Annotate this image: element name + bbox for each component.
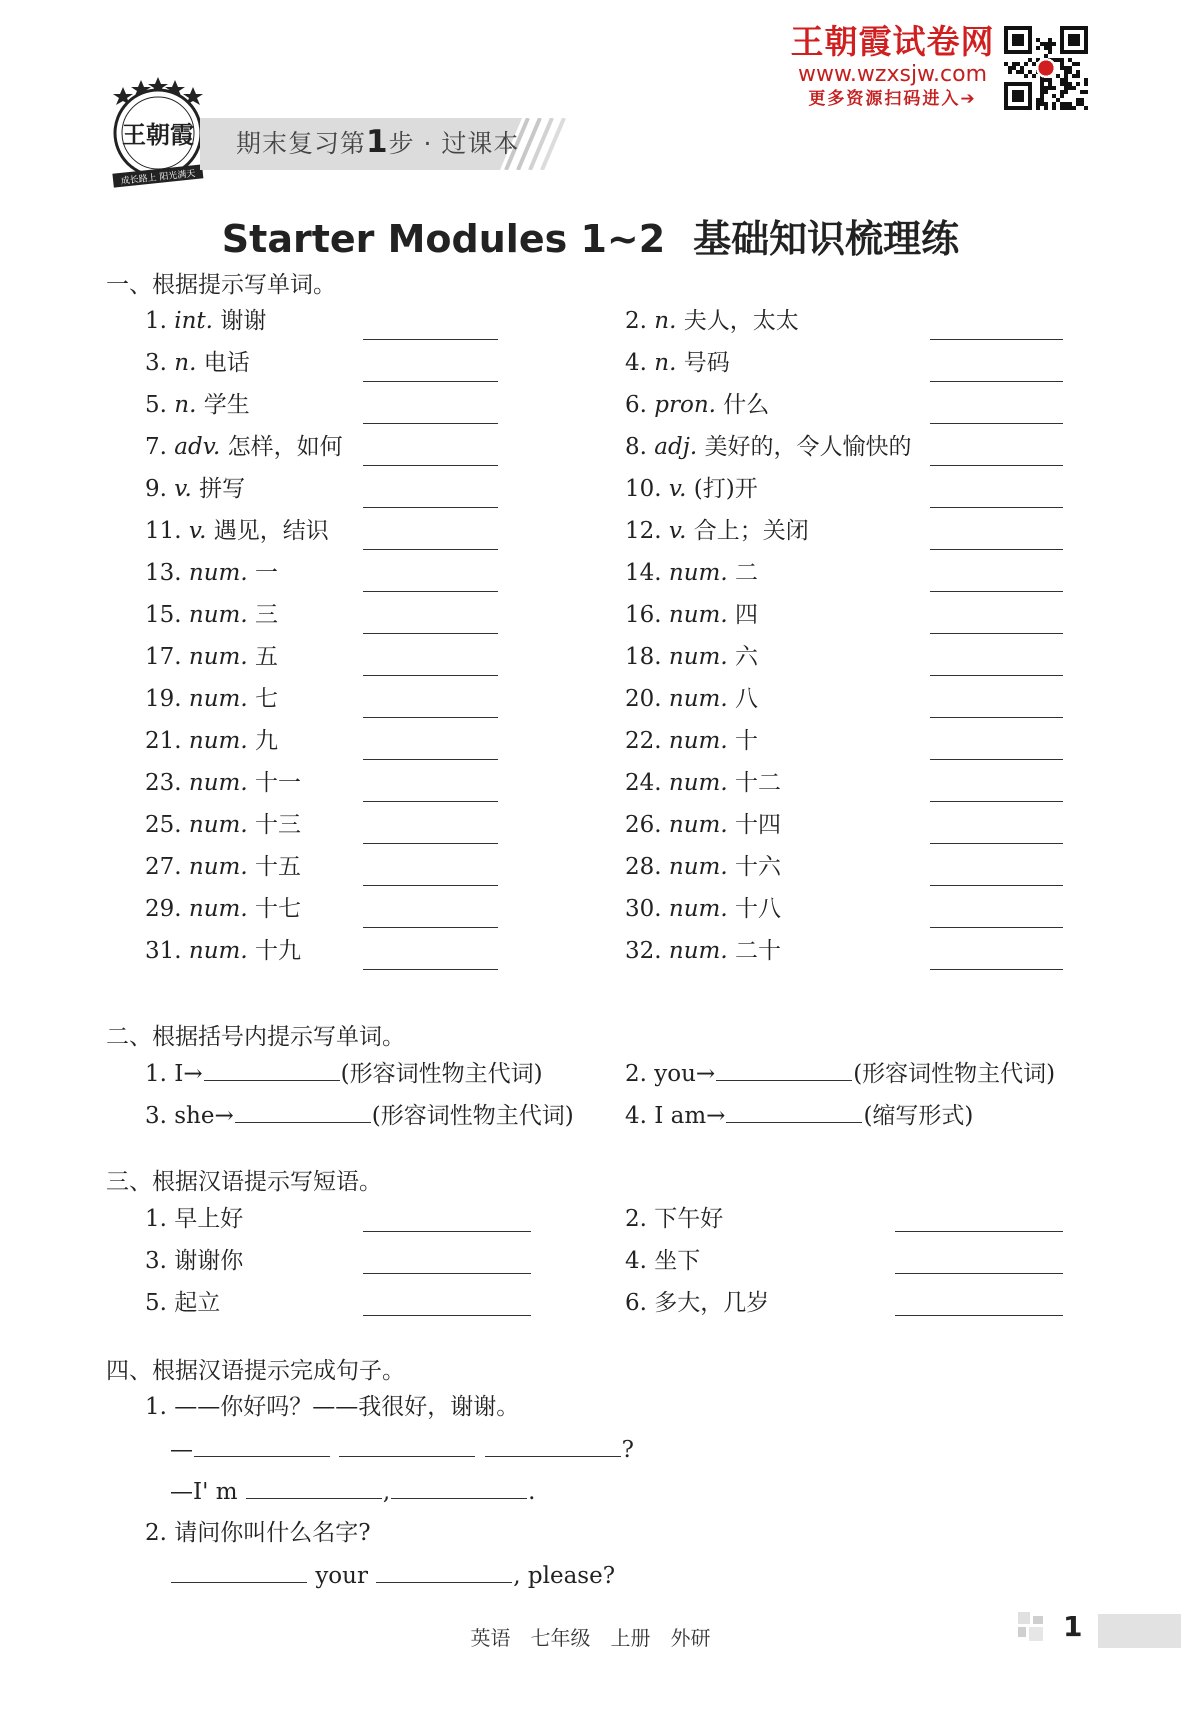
section1-item bbox=[625, 390, 769, 420]
chinese-hint: 十九 bbox=[254, 938, 301, 964]
answer-blank[interactable] bbox=[363, 423, 498, 424]
answer-blank[interactable] bbox=[363, 381, 498, 382]
answer-blank[interactable] bbox=[930, 633, 1063, 634]
item-number: 1. bbox=[145, 308, 167, 334]
chinese-hint: 十六 bbox=[734, 854, 781, 880]
item-number: 27. bbox=[145, 854, 182, 880]
part-of-speech: num. bbox=[188, 602, 248, 628]
section1-item bbox=[625, 852, 781, 882]
item-number: 32. bbox=[625, 938, 662, 964]
part-of-speech: v. bbox=[668, 518, 687, 544]
banner-suffix: 步 · 过课本 bbox=[388, 129, 520, 158]
section1-item bbox=[145, 642, 278, 672]
answer-blank[interactable] bbox=[363, 339, 498, 340]
item-number: 28. bbox=[625, 854, 662, 880]
section1-item bbox=[625, 306, 799, 336]
section1-item bbox=[625, 894, 781, 924]
section1-item bbox=[145, 390, 250, 420]
answer-blank[interactable] bbox=[930, 381, 1063, 382]
answer-blank[interactable] bbox=[363, 591, 498, 592]
brand-block bbox=[790, 22, 995, 110]
answer-blank[interactable] bbox=[930, 969, 1063, 970]
answer-blank[interactable] bbox=[363, 675, 498, 676]
answer-blank[interactable] bbox=[363, 927, 498, 928]
section1-item bbox=[145, 474, 245, 504]
chinese-hint: 八 bbox=[734, 686, 758, 712]
item-number: 23. bbox=[145, 770, 182, 796]
title-chinese: 基础知识梳理练 bbox=[693, 217, 960, 261]
part-of-speech: num. bbox=[188, 896, 248, 922]
chinese-hint: 四 bbox=[734, 602, 758, 628]
part-of-speech: num. bbox=[668, 812, 728, 838]
qr-code-icon[interactable] bbox=[1004, 26, 1088, 110]
chinese-hint: 十一 bbox=[254, 770, 301, 796]
part-of-speech: adv. bbox=[174, 434, 221, 460]
answer-blank[interactable] bbox=[930, 549, 1063, 550]
part-of-speech: n. bbox=[654, 308, 677, 334]
part-of-speech: num. bbox=[668, 938, 728, 964]
chinese-hint: 九 bbox=[254, 728, 278, 754]
answer-blank[interactable] bbox=[930, 843, 1063, 844]
section2-item-1: 1. I→ (形容词性物主代词) bbox=[145, 1058, 543, 1089]
section4-q1-prompt: 1. ——你好吗？——我很好，谢谢。 bbox=[145, 1394, 520, 1420]
item-number: 15. bbox=[145, 602, 182, 628]
item-number: 30. bbox=[625, 896, 662, 922]
part-of-speech: num. bbox=[188, 728, 248, 754]
section1-item bbox=[145, 432, 343, 462]
part-of-speech: num. bbox=[188, 686, 248, 712]
answer-blank[interactable] bbox=[204, 1058, 340, 1081]
section1-item bbox=[145, 810, 301, 840]
answer-blank[interactable] bbox=[363, 1315, 531, 1316]
answer-blank[interactable] bbox=[376, 1560, 512, 1583]
item-number: 21. bbox=[145, 728, 182, 754]
brand-name: 王朝霞试卷网 bbox=[790, 22, 995, 61]
chinese-hint: 夫人，太太 bbox=[683, 308, 799, 334]
answer-blank[interactable] bbox=[895, 1315, 1063, 1316]
answer-blank[interactable] bbox=[895, 1231, 1063, 1232]
part-of-speech: num. bbox=[188, 854, 248, 880]
item-number: 24. bbox=[625, 770, 662, 796]
banner-prefix: 期末复习第 bbox=[236, 129, 367, 158]
section4-heading: 四、根据汉语提示完成句子。 bbox=[106, 1358, 405, 1384]
part-of-speech: num. bbox=[188, 644, 248, 670]
chinese-hint: 二十 bbox=[734, 938, 781, 964]
part-of-speech: num. bbox=[188, 812, 248, 838]
part-of-speech: num. bbox=[668, 560, 728, 586]
answer-blank[interactable] bbox=[930, 759, 1063, 760]
part-of-speech: v. bbox=[188, 518, 207, 544]
section1-item bbox=[145, 726, 278, 756]
item-number: 5. bbox=[145, 392, 167, 418]
section2-item-3: 3. she→ (形容词性物主代词) bbox=[145, 1100, 574, 1131]
section4-q1-line2: —I' m , . bbox=[170, 1476, 535, 1507]
answer-blank[interactable] bbox=[363, 843, 498, 844]
section1-item bbox=[625, 348, 730, 378]
chinese-hint: 十三 bbox=[254, 812, 301, 838]
item-number: 8. bbox=[625, 434, 647, 460]
item-number: 12. bbox=[625, 518, 662, 544]
item-number: 10. bbox=[625, 476, 662, 502]
section1-item bbox=[625, 936, 781, 966]
section4-q2-line: your , please? bbox=[170, 1560, 615, 1591]
answer-blank[interactable] bbox=[363, 465, 498, 466]
answer-blank[interactable] bbox=[930, 675, 1063, 676]
part-of-speech: num. bbox=[188, 560, 248, 586]
section2-heading: 二、根据括号内提示写单词。 bbox=[106, 1024, 405, 1050]
section1-item bbox=[145, 306, 266, 336]
part-of-speech: n. bbox=[654, 350, 677, 376]
footer-edition: 外研 bbox=[670, 1626, 711, 1650]
answer-blank[interactable] bbox=[930, 927, 1063, 928]
banner-step-number: 1 bbox=[366, 124, 389, 160]
section1-item bbox=[625, 726, 758, 756]
chinese-hint: 七 bbox=[254, 686, 278, 712]
answer-blank[interactable] bbox=[726, 1100, 862, 1123]
section1-item bbox=[145, 558, 278, 588]
item-number: 22. bbox=[625, 728, 662, 754]
part-of-speech: adj. bbox=[654, 434, 698, 460]
footer-grade: 七年级 bbox=[530, 1626, 591, 1650]
answer-blank[interactable] bbox=[171, 1560, 307, 1583]
part-of-speech: num. bbox=[188, 770, 248, 796]
part-of-speech: num. bbox=[668, 770, 728, 796]
chinese-hint: 学生 bbox=[203, 392, 250, 418]
item-number: 3. bbox=[145, 350, 167, 376]
answer-blank[interactable] bbox=[363, 759, 498, 760]
chinese-hint: 美好的，令人愉快的 bbox=[704, 434, 912, 460]
part-of-speech: v. bbox=[668, 476, 687, 502]
answer-blank[interactable] bbox=[246, 1476, 382, 1499]
answer-blank[interactable] bbox=[363, 1273, 531, 1274]
chinese-hint: 遇见，结识 bbox=[213, 518, 329, 544]
page-title bbox=[0, 208, 1181, 263]
item-number: 19. bbox=[145, 686, 182, 712]
part-of-speech: num. bbox=[188, 938, 248, 964]
part-of-speech: num. bbox=[668, 602, 728, 628]
answer-blank[interactable] bbox=[930, 717, 1063, 718]
answer-blank[interactable] bbox=[930, 465, 1063, 466]
part-of-speech: n. bbox=[174, 392, 197, 418]
item-number: 31. bbox=[145, 938, 182, 964]
answer-blank[interactable] bbox=[930, 507, 1063, 508]
chinese-hint: 拼写 bbox=[199, 476, 246, 502]
answer-blank[interactable] bbox=[716, 1058, 852, 1081]
section1-item bbox=[145, 936, 301, 966]
chinese-hint: 十四 bbox=[734, 812, 781, 838]
item-number: 6. bbox=[625, 392, 647, 418]
section1-item bbox=[625, 684, 758, 714]
section3-item-4: 4. 坐下 bbox=[625, 1248, 701, 1274]
chinese-hint: 六 bbox=[734, 644, 758, 670]
section1-item bbox=[145, 894, 301, 924]
chinese-hint: 合上；关闭 bbox=[693, 518, 809, 544]
part-of-speech: num. bbox=[668, 686, 728, 712]
banner-text bbox=[236, 124, 519, 160]
section3-item-2: 2. 下午好 bbox=[625, 1206, 724, 1232]
section3-item-1: 1. 早上好 bbox=[145, 1206, 244, 1232]
part-of-speech: n. bbox=[174, 350, 197, 376]
footer-subject: 英语 bbox=[470, 1626, 511, 1650]
title-english: Starter Modules 1~2 bbox=[221, 217, 666, 261]
answer-blank[interactable] bbox=[930, 423, 1063, 424]
section1-item bbox=[145, 600, 278, 630]
item-number: 18. bbox=[625, 644, 662, 670]
chinese-hint: 五 bbox=[254, 644, 278, 670]
chinese-hint: 二 bbox=[734, 560, 758, 586]
answer-blank[interactable] bbox=[363, 717, 498, 718]
section4-q1-line1: — ? bbox=[170, 1434, 634, 1465]
section1-item bbox=[625, 474, 758, 504]
section3-heading: 三、根据汉语提示写短语。 bbox=[106, 1169, 382, 1195]
chinese-hint: 十八 bbox=[734, 896, 781, 922]
item-number: 20. bbox=[625, 686, 662, 712]
section1-item bbox=[145, 684, 278, 714]
part-of-speech: num. bbox=[668, 728, 728, 754]
chinese-hint: 一 bbox=[254, 560, 278, 586]
item-number: 17. bbox=[145, 644, 182, 670]
wangzhaoxia-logo bbox=[103, 75, 213, 190]
section1-heading: 一、根据提示写单词。 bbox=[106, 272, 336, 298]
answer-blank[interactable] bbox=[363, 1231, 531, 1232]
section1-item bbox=[145, 348, 250, 378]
part-of-speech: num. bbox=[668, 644, 728, 670]
answer-blank[interactable] bbox=[194, 1434, 330, 1457]
page-number-decoration-icon bbox=[1018, 1612, 1046, 1642]
footer-volume: 上册 bbox=[610, 1626, 651, 1650]
answer-blank[interactable] bbox=[363, 801, 498, 802]
answer-blank[interactable] bbox=[363, 507, 498, 508]
chinese-hint: 谢谢 bbox=[220, 308, 267, 334]
chinese-hint: 十二 bbox=[734, 770, 781, 796]
answer-blank[interactable] bbox=[485, 1434, 621, 1457]
section4-q2-prompt: 2. 请问你叫什么名字? bbox=[145, 1520, 371, 1546]
answer-blank[interactable] bbox=[930, 801, 1063, 802]
item-number: 7. bbox=[145, 434, 167, 460]
item-number: 26. bbox=[625, 812, 662, 838]
page-footer bbox=[0, 1622, 1181, 1651]
brand-tip: 更多资源扫码进入➔ bbox=[808, 89, 977, 109]
section1-item bbox=[145, 768, 301, 798]
chinese-hint: 十七 bbox=[254, 896, 301, 922]
answer-blank[interactable] bbox=[930, 885, 1063, 886]
part-of-speech: pron. bbox=[654, 392, 716, 418]
section3-item-6: 6. 多大，几岁 bbox=[625, 1290, 770, 1316]
item-number: 13. bbox=[145, 560, 182, 586]
answer-blank[interactable] bbox=[235, 1100, 371, 1123]
answer-blank[interactable] bbox=[363, 633, 498, 634]
page-edge-tab bbox=[1098, 1614, 1181, 1648]
section2-item-2: 2. you→ (形容词性物主代词) bbox=[625, 1058, 1055, 1089]
section1-item bbox=[625, 642, 758, 672]
section1-item bbox=[625, 558, 758, 588]
section1-item bbox=[625, 432, 911, 462]
brand-url[interactable]: www.wzxsjw.com bbox=[797, 62, 988, 87]
section2-item-4: 4. I am→ (缩写形式) bbox=[625, 1100, 973, 1131]
chinese-hint: 十 bbox=[734, 728, 758, 754]
part-of-speech: v. bbox=[174, 476, 192, 502]
section1-item bbox=[145, 516, 329, 546]
answer-blank[interactable] bbox=[930, 591, 1063, 592]
chinese-hint: (打)开 bbox=[693, 476, 758, 502]
logo-text: 王朝霞 bbox=[122, 120, 194, 149]
chinese-hint: 三 bbox=[254, 602, 278, 628]
item-number: 11. bbox=[145, 518, 182, 544]
item-number: 16. bbox=[625, 602, 662, 628]
section1-item bbox=[145, 852, 301, 882]
answer-blank[interactable] bbox=[930, 339, 1063, 340]
page-number: 1 bbox=[1063, 1610, 1083, 1643]
chinese-hint: 怎样，如何 bbox=[227, 434, 343, 460]
section3-item-3: 3. 谢谢你 bbox=[145, 1248, 244, 1274]
answer-blank[interactable] bbox=[363, 885, 498, 886]
part-of-speech: num. bbox=[668, 896, 728, 922]
chinese-hint: 什么 bbox=[723, 392, 770, 418]
item-number: 4. bbox=[625, 350, 647, 376]
section3-item-5: 5. 起立 bbox=[145, 1290, 221, 1316]
item-number: 14. bbox=[625, 560, 662, 586]
section1-item bbox=[625, 810, 781, 840]
part-of-speech: int. bbox=[174, 308, 213, 334]
item-number: 9. bbox=[145, 476, 167, 502]
part-of-speech: num. bbox=[668, 854, 728, 880]
item-number: 2. bbox=[625, 308, 647, 334]
answer-blank[interactable] bbox=[363, 969, 498, 970]
section1-item bbox=[625, 516, 809, 546]
answer-blank[interactable] bbox=[391, 1476, 527, 1499]
section1-item bbox=[625, 600, 758, 630]
chinese-hint: 电话 bbox=[203, 350, 250, 376]
answer-blank[interactable] bbox=[895, 1273, 1063, 1274]
logo-ribbon: 成长路上 阳光满天 bbox=[120, 169, 196, 187]
item-number: 25. bbox=[145, 812, 182, 838]
chinese-hint: 十五 bbox=[254, 854, 301, 880]
chinese-hint: 号码 bbox=[683, 350, 730, 376]
answer-blank[interactable] bbox=[363, 549, 498, 550]
item-number: 29. bbox=[145, 896, 182, 922]
section1-item bbox=[625, 768, 781, 798]
answer-blank[interactable] bbox=[339, 1434, 475, 1457]
